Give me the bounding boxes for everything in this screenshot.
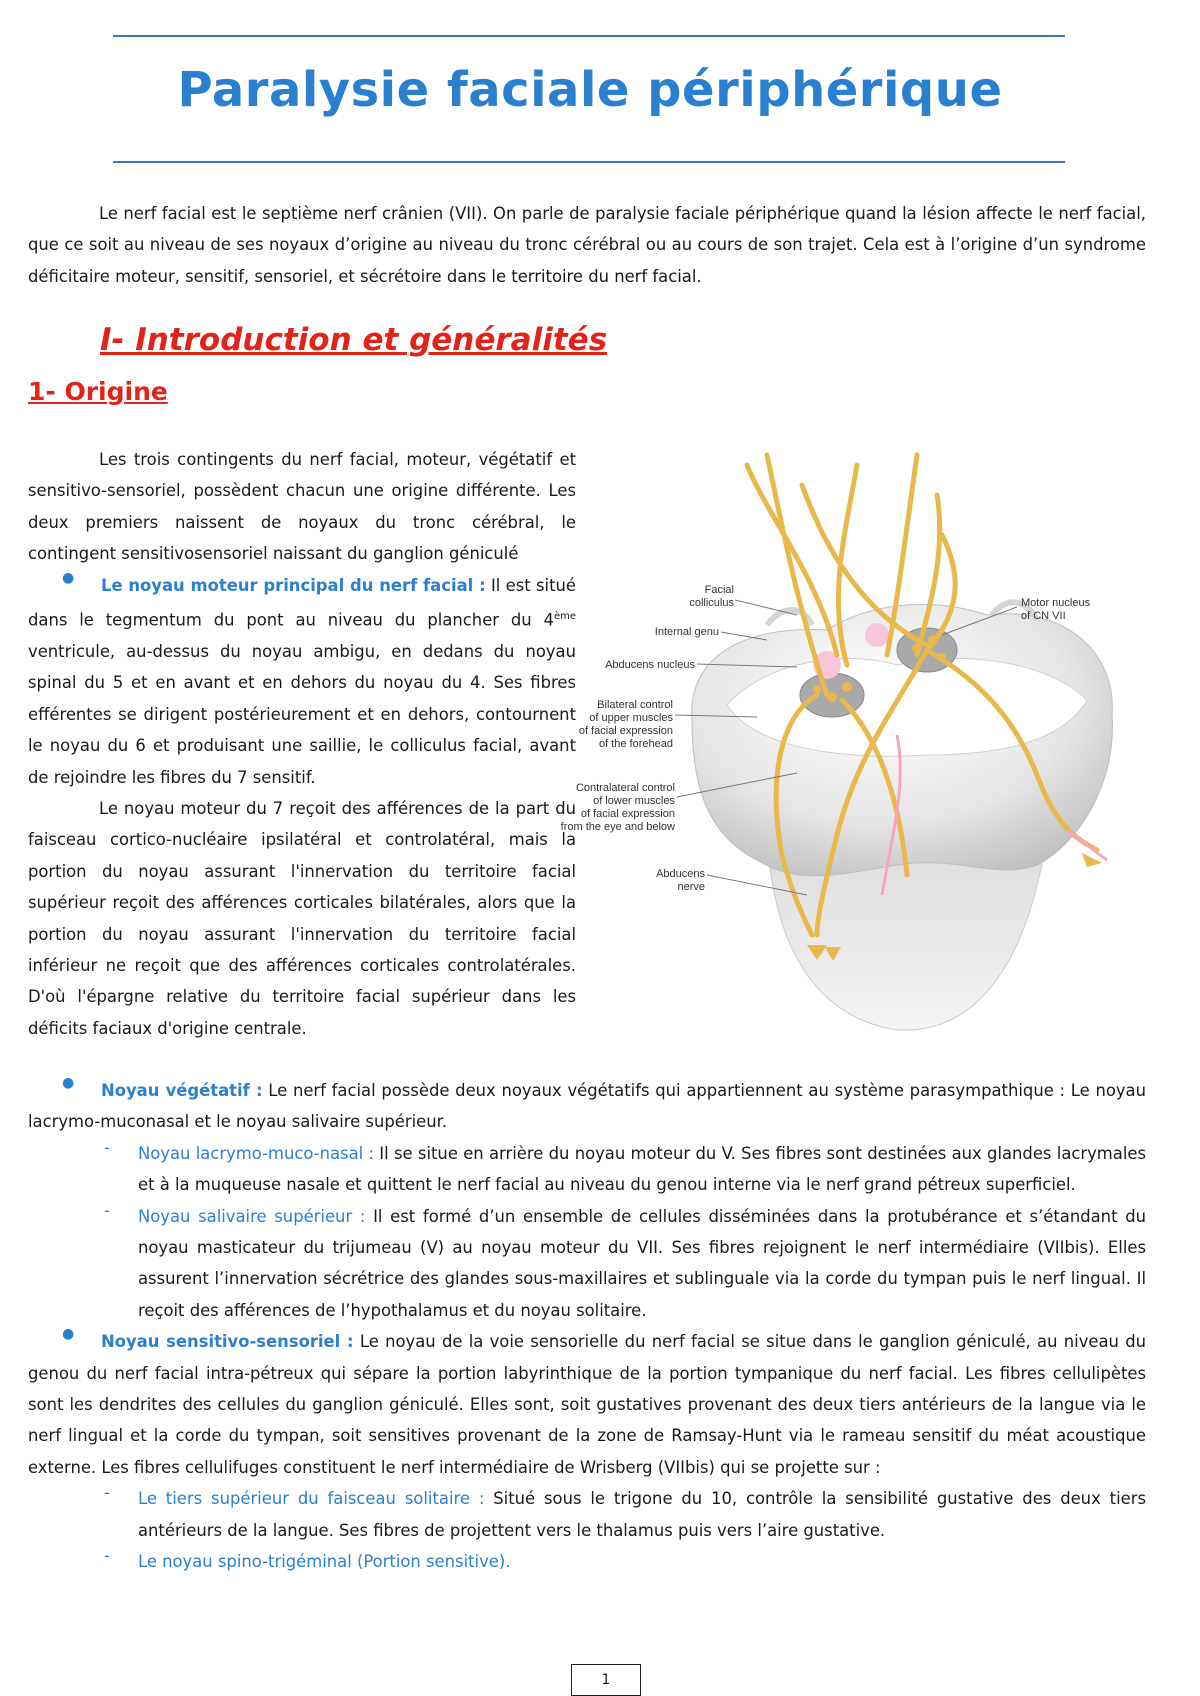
dash-text: Il se situe en arrière du noyau moteur du V. Ses fibres sont destinées aux glandes lacrymales et à la muqueuse nasale et quittent le nerf facial au niveau du genou interne via le nerf grand pétreux superficiel.	[138, 1143, 1146, 1195]
dash-marker-icon: -	[104, 1200, 110, 1220]
dash-label: Le noyau spino-trigéminal (Portion sensitive).	[138, 1552, 511, 1572]
svg-text:nerve: nerve	[677, 881, 705, 893]
motor-nucleus-paragraph: Le noyau moteur du 7 reçoit des afférences de la part du faisceau cortico-nucléaire ipsilatéral et controlatéral, mais la portion du noyau assurant l'innervation du territoire facial supérieur reçoit des afférences corticales bilatérales, alors que la portion du noyau assurant l'innervation du territoire facial inférieur ne reçoit que des afférences corticales controlatérales. D'où l'épargne relative du territoire facial supérieur dans les déficits faciaux d'origine centrale.	[28, 798, 576, 1038]
dash-lacrymo-nucleus	[28, 1138, 1146, 1201]
ordinal-superscript: ème	[553, 611, 576, 623]
bullet-text-cont: ventricule, au-dessus du noyau ambigu, en dedans du noyau spinal du 5 et en avant et en dehors du noyau du 4. Ses fibres efférentes se dirigent postérieurement et en dehors, contournent le noyau du 6 et produisant une saillie, le colliculus facial, avant de rejoindre les fibres du 7 sensitif.	[28, 641, 576, 787]
dash-text: Il est formé d’un ensemble de cellules disséminées dans la protubérance et s’étandant du noyau masticateur du trijumeau (V) au noyau moteur du VII. Ses fibres rejoignent le nerf intermédiaire (VIIbis). Elles assurent l’innervation sécrétrice des glandes sous-maxillaires et sublinguale via la corde du tympan puis le nerf lingual. Il reçoit des afférences de l’hypothalamus et du noyau solitaire.	[138, 1206, 1146, 1320]
bullet-dot-icon: ●	[62, 1326, 75, 1343]
svg-text:colliculus: colliculus	[689, 597, 734, 609]
dash-label: Noyau lacrymo-muco-nasal :	[138, 1143, 374, 1163]
dash-label: Noyau salivaire supérieur :	[138, 1206, 366, 1226]
bullet-dot-icon: ●	[62, 569, 75, 586]
label-abducens-nucleus: Abducens nucleus	[605, 659, 695, 671]
svg-text:of the forehead: of the forehead	[598, 738, 673, 750]
bullet-motor-nucleus	[28, 570, 576, 793]
dash-marker-icon: -	[104, 1483, 110, 1503]
label-facial-colliculus: Facial	[704, 584, 734, 596]
bullet-vegetative-nucleus	[28, 1075, 1146, 1138]
svg-text:of upper muscles: of upper muscles	[589, 712, 673, 724]
svg-text:of facial expression: of facial expression	[578, 725, 673, 737]
bullet-label: Noyau sensitivo-sensoriel :	[101, 1332, 354, 1352]
svg-text:of lower muscles: of lower muscles	[593, 795, 675, 807]
svg-text:of facial expression: of facial expression	[580, 808, 675, 820]
bullet-text: Le noyau de la voie sensorielle du nerf facial se situe dans le ganglion géniculé, au niveau du genou du nerf facial intra-pétreux qui sépare la portion labyrinthique de la portion tympanique du nerf facial. Les fibres cellulipètes sont les dendrites des cellules du ganglion géniculé. Elles sont, soit gustatives provenant des deux tiers antérieurs de la langue via le nerf lingual et la corde du tympan, soit sensitives provenant de la zone de Ramsay-Hunt via le rameau sensitif du méat acoustique externe. Les fibres cellulifuges constituent le nerf intermédiaire de Wrisberg (VIIbis) qui se projette sur :	[28, 1332, 1146, 1477]
svg-text:from the eye and below: from the eye and below	[560, 821, 675, 833]
bullet-label: Le noyau moteur principal du nerf facial :	[101, 575, 486, 595]
section-heading: I- Introduction et généralités	[100, 322, 608, 358]
top-rule	[113, 35, 1065, 37]
label-contralateral-control: Contralateral control	[575, 782, 675, 794]
subsection-heading: 1- Origine	[28, 377, 168, 406]
bullet-sensory-nucleus	[28, 1326, 1146, 1483]
dash-salivary-nucleus	[28, 1201, 1146, 1327]
label-internal-genu: Internal genu	[654, 626, 719, 638]
bullet-dot-icon: ●	[62, 1075, 75, 1091]
label-bilateral-control: Bilateral control	[597, 699, 673, 711]
title-underline-rule	[113, 161, 1065, 163]
page-title: Paralysie faciale périphérique	[177, 62, 1003, 118]
label-abducens-nerve: Abducens	[656, 868, 705, 880]
dash-text: Situé sous le trigone du 10, contrôle la sensibilité gustative des deux tiers antérieurs de la langue. Ses fibres de projettent vers le thalamus puis vers l’aire gustative.	[138, 1489, 1146, 1540]
dash-solitary-tract	[28, 1483, 1146, 1546]
left-column	[28, 444, 576, 1044]
bullet-label: Noyau végétatif :	[101, 1081, 263, 1100]
dash-label: Le tiers supérieur du faisceau solitaire :	[138, 1489, 485, 1509]
svg-text:of CN VII: of CN VII	[1021, 610, 1066, 622]
full-width-section	[28, 1075, 1146, 1578]
label-motor-nucleus: Motor nucleus	[1021, 597, 1091, 609]
bullet-text: Il est situé dans le tegmentum du pont au niveau du plancher du 4	[28, 575, 576, 630]
bullet-text: Le nerf facial possède deux noyaux végétatifs qui appartiennent au système parasympathique : Le noyau lacrymo-muconasal et le noyau salivaire supérieur.	[28, 1081, 1146, 1132]
origin-paragraph: Les trois contingents du nerf facial, moteur, végétatif et sensitivo-sensoriel, possèdent chacun une origine différente. Les deux premiers naissent de noyaux du tronc cérébral, le contingent sensitivosensoriel naissant du ganglion géniculé	[28, 450, 576, 564]
intro-paragraph: Le nerf facial est le septième nerf crânien (VII). On parle de paralysie faciale périphérique quand la lésion affecte le nerf facial, que ce soit au niveau de ses noyaux d’origine au niveau du tronc cérébral ou au cours de son trajet. Cela est à l’origine d’un syndrome déficitaire moteur, sensitif, sensoriel, et sécrétoire dans le territoire du nerf facial.	[28, 204, 1146, 286]
dash-marker-icon: -	[104, 1137, 110, 1157]
dash-spinal-trigeminal	[28, 1546, 1146, 1577]
pink-nucleus-right	[865, 623, 889, 647]
dash-marker-icon: -	[104, 1546, 110, 1566]
page-number: 1	[571, 1664, 641, 1696]
